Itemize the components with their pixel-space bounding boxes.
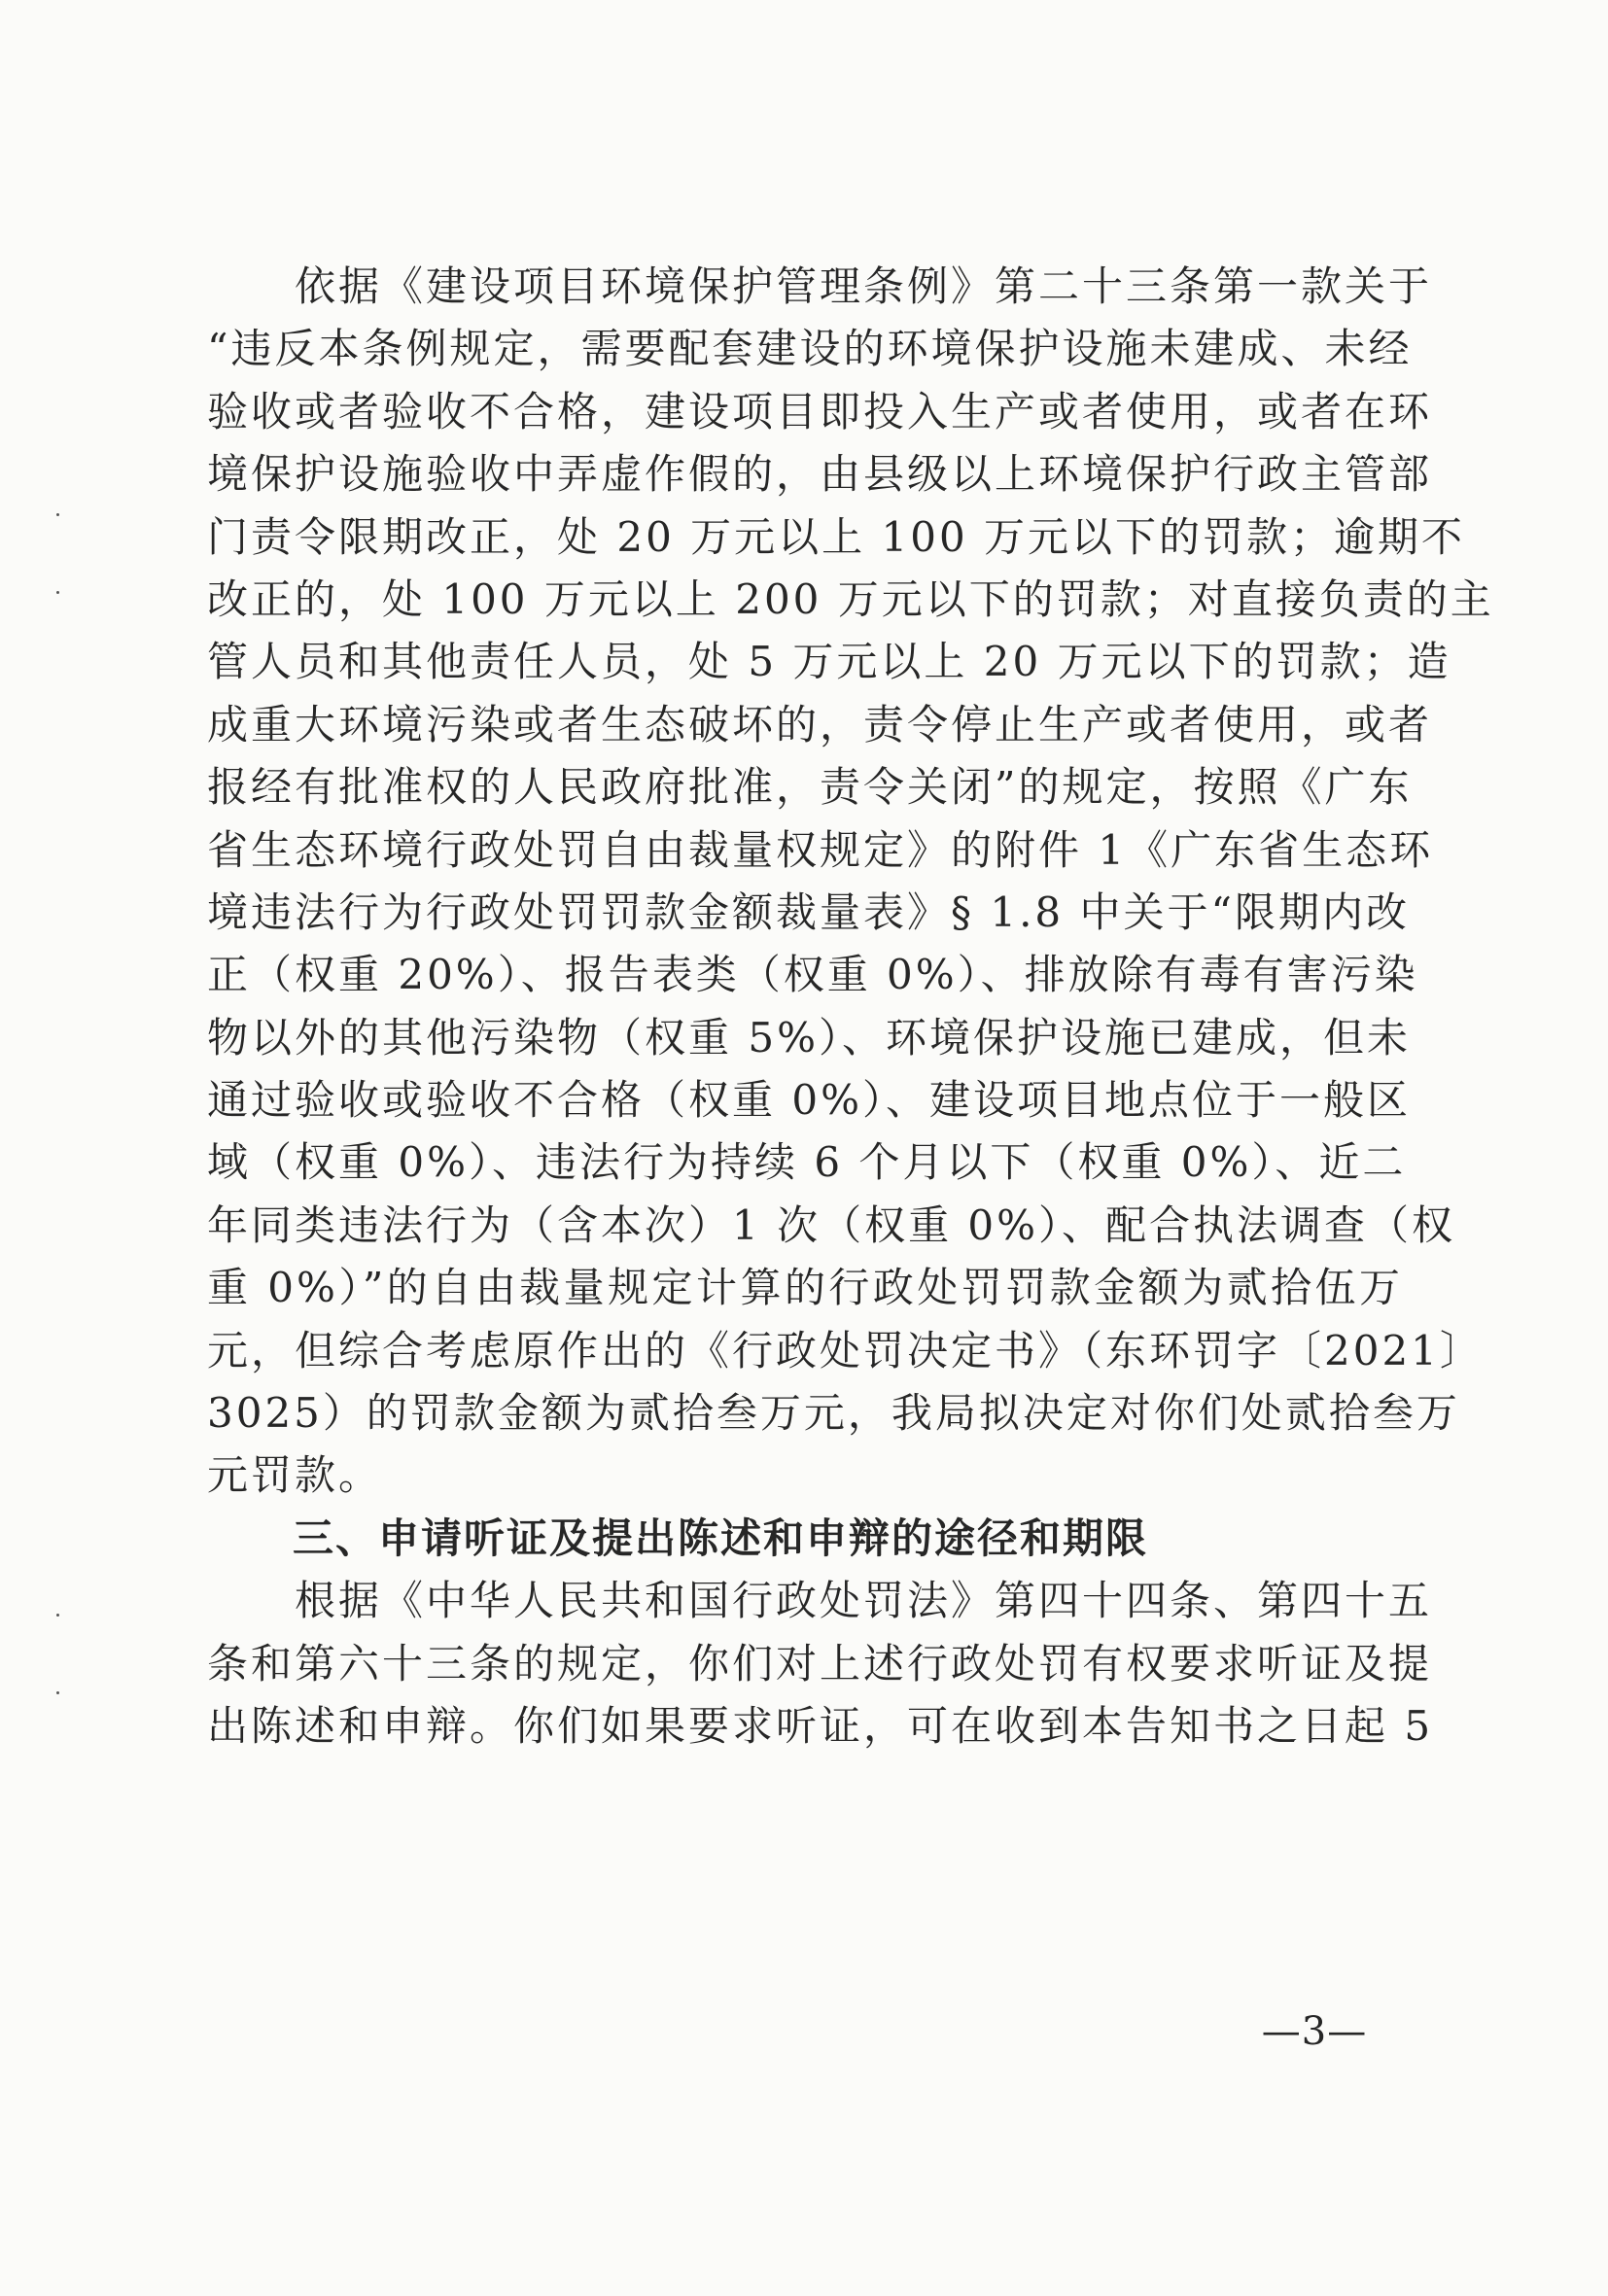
paragraph-line: 根据《中华人民共和国行政处罚法》第四十四条、第四十五 xyxy=(207,1577,1433,1625)
paragraph-line: 年同类违法行为（含本次）1 次（权重 0%）、配合执法调查（权 xyxy=(207,1200,1456,1249)
paragraph-line: 3025）的罚款金额为贰拾叁万元，我局拟决定对你们处贰拾叁万 xyxy=(207,1389,1460,1438)
paragraph-line: 通过验收或验收不合格（权重 0%）、建设项目地点位于一般区 xyxy=(207,1076,1411,1125)
paragraph-line: 出陈述和申辩。你们如果要求听证，可在收到本告知书之日起 5 xyxy=(207,1701,1434,1750)
scan-speck xyxy=(56,591,59,594)
paragraph-line: 境违法行为行政处罚罚款金额裁量表》§ 1.8 中关于“限期内改 xyxy=(207,887,1410,936)
paragraph-line: 条和第六十三条的规定，你们对上述行政处罚有权要求听证及提 xyxy=(207,1639,1433,1687)
paragraph-line: 重 0%）”的自由裁量规定计算的行政处罚罚款金额为贰拾伍万 xyxy=(207,1264,1403,1312)
paragraph-line: 物以外的其他污染物（权重 5%）、环境保护设施已建成，但未 xyxy=(207,1013,1411,1061)
paragraph-line: “违反本条例规定，需要配套建设的环境保护设施未建成、未经 xyxy=(207,325,1413,373)
paragraph-line: 境保护设施验收中弄虚作假的，由县级以上环境保护行政主管部 xyxy=(207,450,1433,499)
paragraph-line: 元，但综合考虑原作出的《行政处罚决定书》（东环罚字〔2021〕 xyxy=(207,1326,1484,1374)
section-heading: 三、申请听证及提出陈述和申辩的途径和期限 xyxy=(207,1513,1149,1562)
scan-speck xyxy=(56,1614,59,1617)
paragraph-line: 正（权重 20%）、报告表类（权重 0%）、排放除有毒有害污染 xyxy=(207,951,1418,999)
paragraph-line: 管人员和其他责任人员，处 5 万元以上 20 万元以下的罚款；造 xyxy=(207,638,1451,686)
paragraph-line: 元罚款。 xyxy=(207,1451,383,1500)
paragraph-line: 域（权重 0%）、违法行为持续 6 个月以下（权重 0%）、近二 xyxy=(207,1138,1407,1187)
scan-speck xyxy=(56,1691,59,1694)
paragraph-line: 成重大环境污染或者生态破坏的，责令停止生产或者使用，或者 xyxy=(207,700,1433,748)
paragraph-line: 依据《建设项目环境保护管理条例》第二十三条第一款关于 xyxy=(207,262,1433,310)
document-body xyxy=(207,256,1494,1757)
paragraph-line: 门责令限期改正，处 20 万元以上 100 万元以下的罚款；逾期不 xyxy=(207,512,1466,561)
page-number: —3— xyxy=(1261,2009,1368,2054)
paragraph-line: 报经有批准权的人民政府批准，责令关闭”的规定，按照《广东 xyxy=(207,763,1413,812)
paragraph-line: 改正的，处 100 万元以上 200 万元以下的罚款；对直接负责的主 xyxy=(207,574,1494,623)
paragraph-line: 验收或者验收不合格，建设项目即投入生产或者使用，或者在环 xyxy=(207,387,1433,435)
scan-speck xyxy=(56,513,59,516)
paragraph-line: 省生态环境行政处罚自由裁量权规定》的附件 1《广东省生态环 xyxy=(207,825,1434,874)
